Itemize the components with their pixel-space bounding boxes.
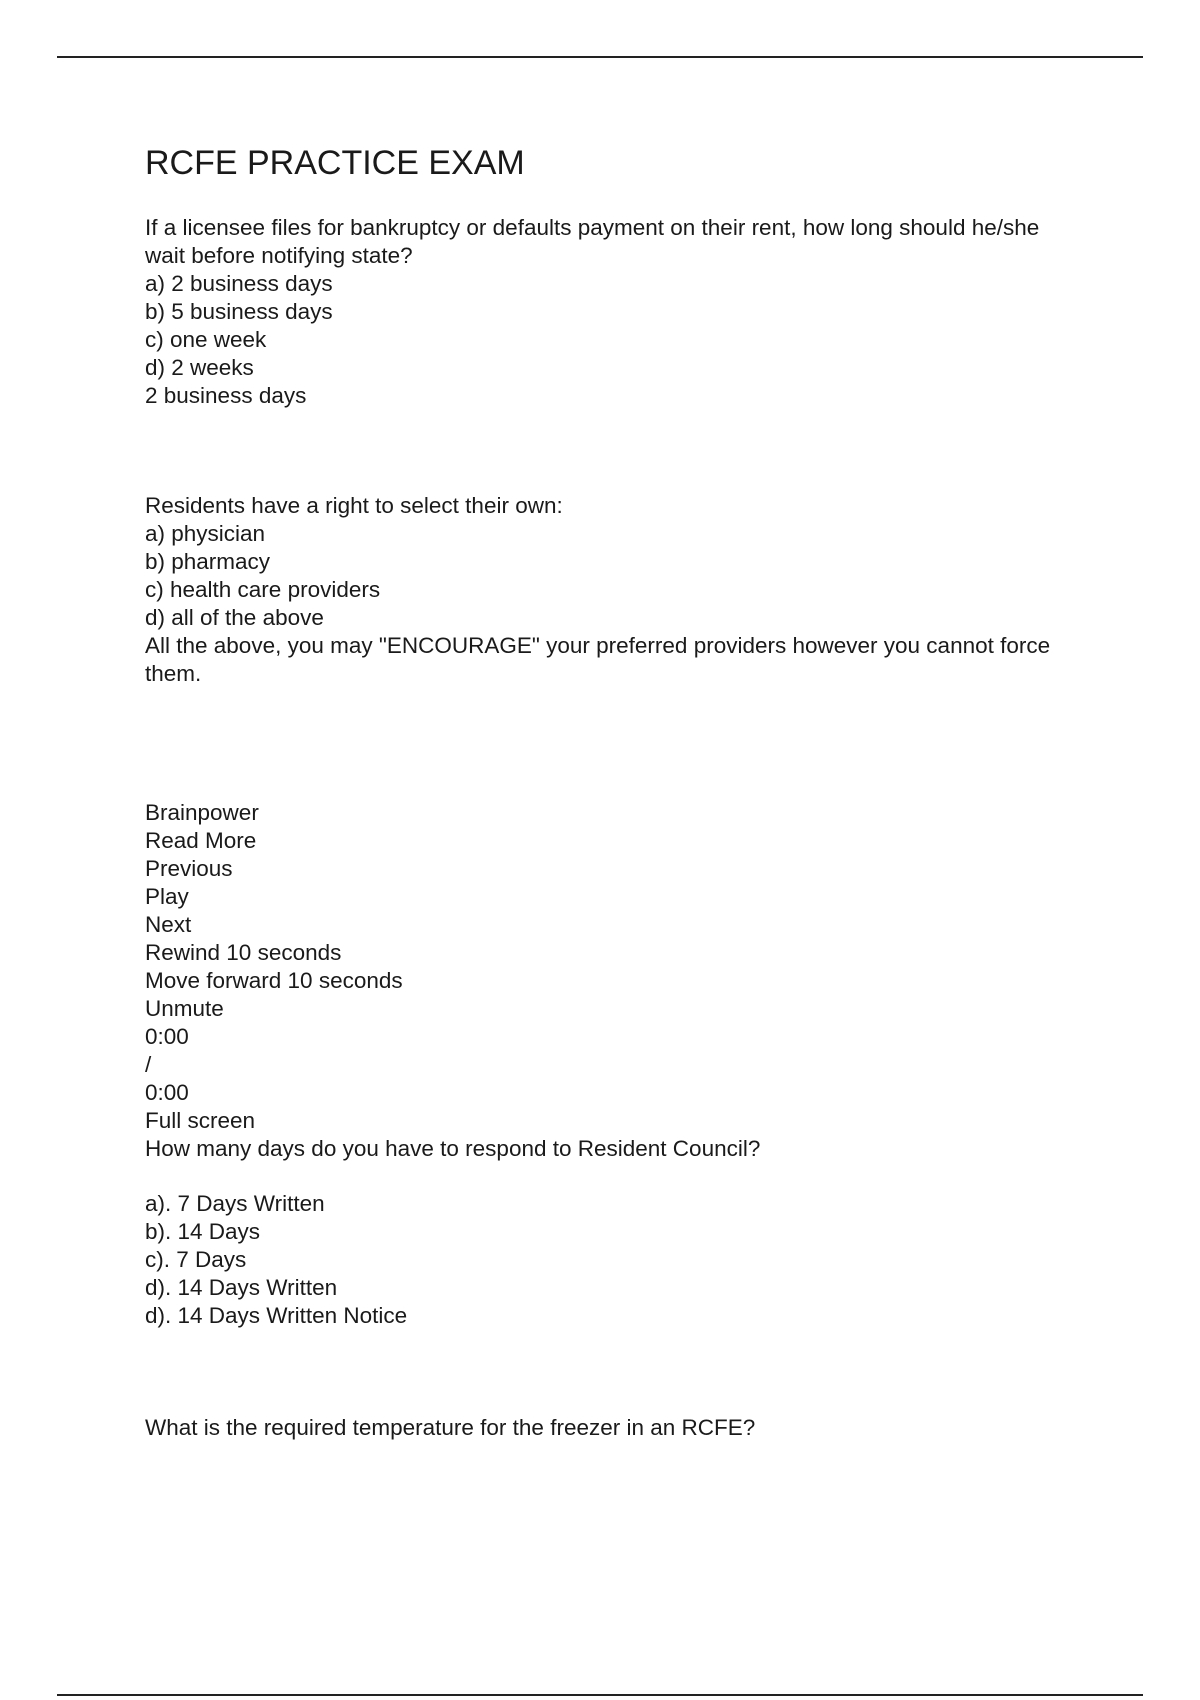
question-3-option-d-notice: d). 14 Days Written Notice (145, 1303, 408, 1328)
question-2-text: Residents have a right to select their own: (145, 493, 563, 518)
question-1-option-c: c) one week (145, 327, 267, 352)
question-1-option-b: b) 5 business days (145, 299, 333, 324)
video-player-text (145, 799, 1085, 1163)
question-4-text: What is the required temperature for the freezer in an RCFE? (145, 1415, 756, 1440)
read-more-link[interactable]: Read More (145, 828, 257, 853)
question-2 (145, 492, 1085, 688)
forward-button[interactable]: Move forward 10 seconds (145, 968, 403, 993)
question-2-option-d: d) all of the above (145, 605, 324, 630)
question-3-text: How many days do you have to respond to Resident Council? (145, 1136, 761, 1161)
previous-button[interactable]: Previous (145, 856, 233, 881)
next-button[interactable]: Next (145, 912, 192, 937)
full-screen-button[interactable]: Full screen (145, 1108, 256, 1133)
rewind-button[interactable]: Rewind 10 seconds (145, 940, 342, 965)
page-title: RCFE PRACTICE EXAM (145, 144, 525, 182)
top-rule (57, 56, 1143, 58)
player-brand: Brainpower (145, 800, 259, 825)
question-3-option-c: c). 7 Days (145, 1247, 247, 1272)
question-4 (145, 1414, 1085, 1442)
question-1-text: If a licensee files for bankruptcy or defaults payment on their rent, how long should he/she wait before notifying state? (145, 215, 1040, 268)
question-3-option-a: a). 7 Days Written (145, 1191, 325, 1216)
duration: 0:00 (145, 1080, 189, 1105)
question-2-option-a: a) physician (145, 521, 266, 546)
question-2-option-b: b) pharmacy (145, 549, 271, 574)
bottom-rule (57, 1694, 1143, 1696)
question-2-answer: All the above, you may "ENCOURAGE" your preferred providers however you cannot force them. (145, 633, 1051, 686)
time-separator: / (145, 1052, 152, 1077)
question-1-option-d: d) 2 weeks (145, 355, 254, 380)
question-1 (145, 214, 1085, 410)
unmute-button[interactable]: Unmute (145, 996, 224, 1021)
question-1-option-a: a) 2 business days (145, 271, 333, 296)
question-2-option-c: c) health care providers (145, 577, 381, 602)
question-3-option-d: d). 14 Days Written (145, 1275, 338, 1300)
question-1-answer: 2 business days (145, 383, 307, 408)
question-3-options (145, 1190, 1085, 1330)
current-time: 0:00 (145, 1024, 189, 1049)
play-button[interactable]: Play (145, 884, 189, 909)
question-3-option-b: b). 14 Days (145, 1219, 261, 1244)
